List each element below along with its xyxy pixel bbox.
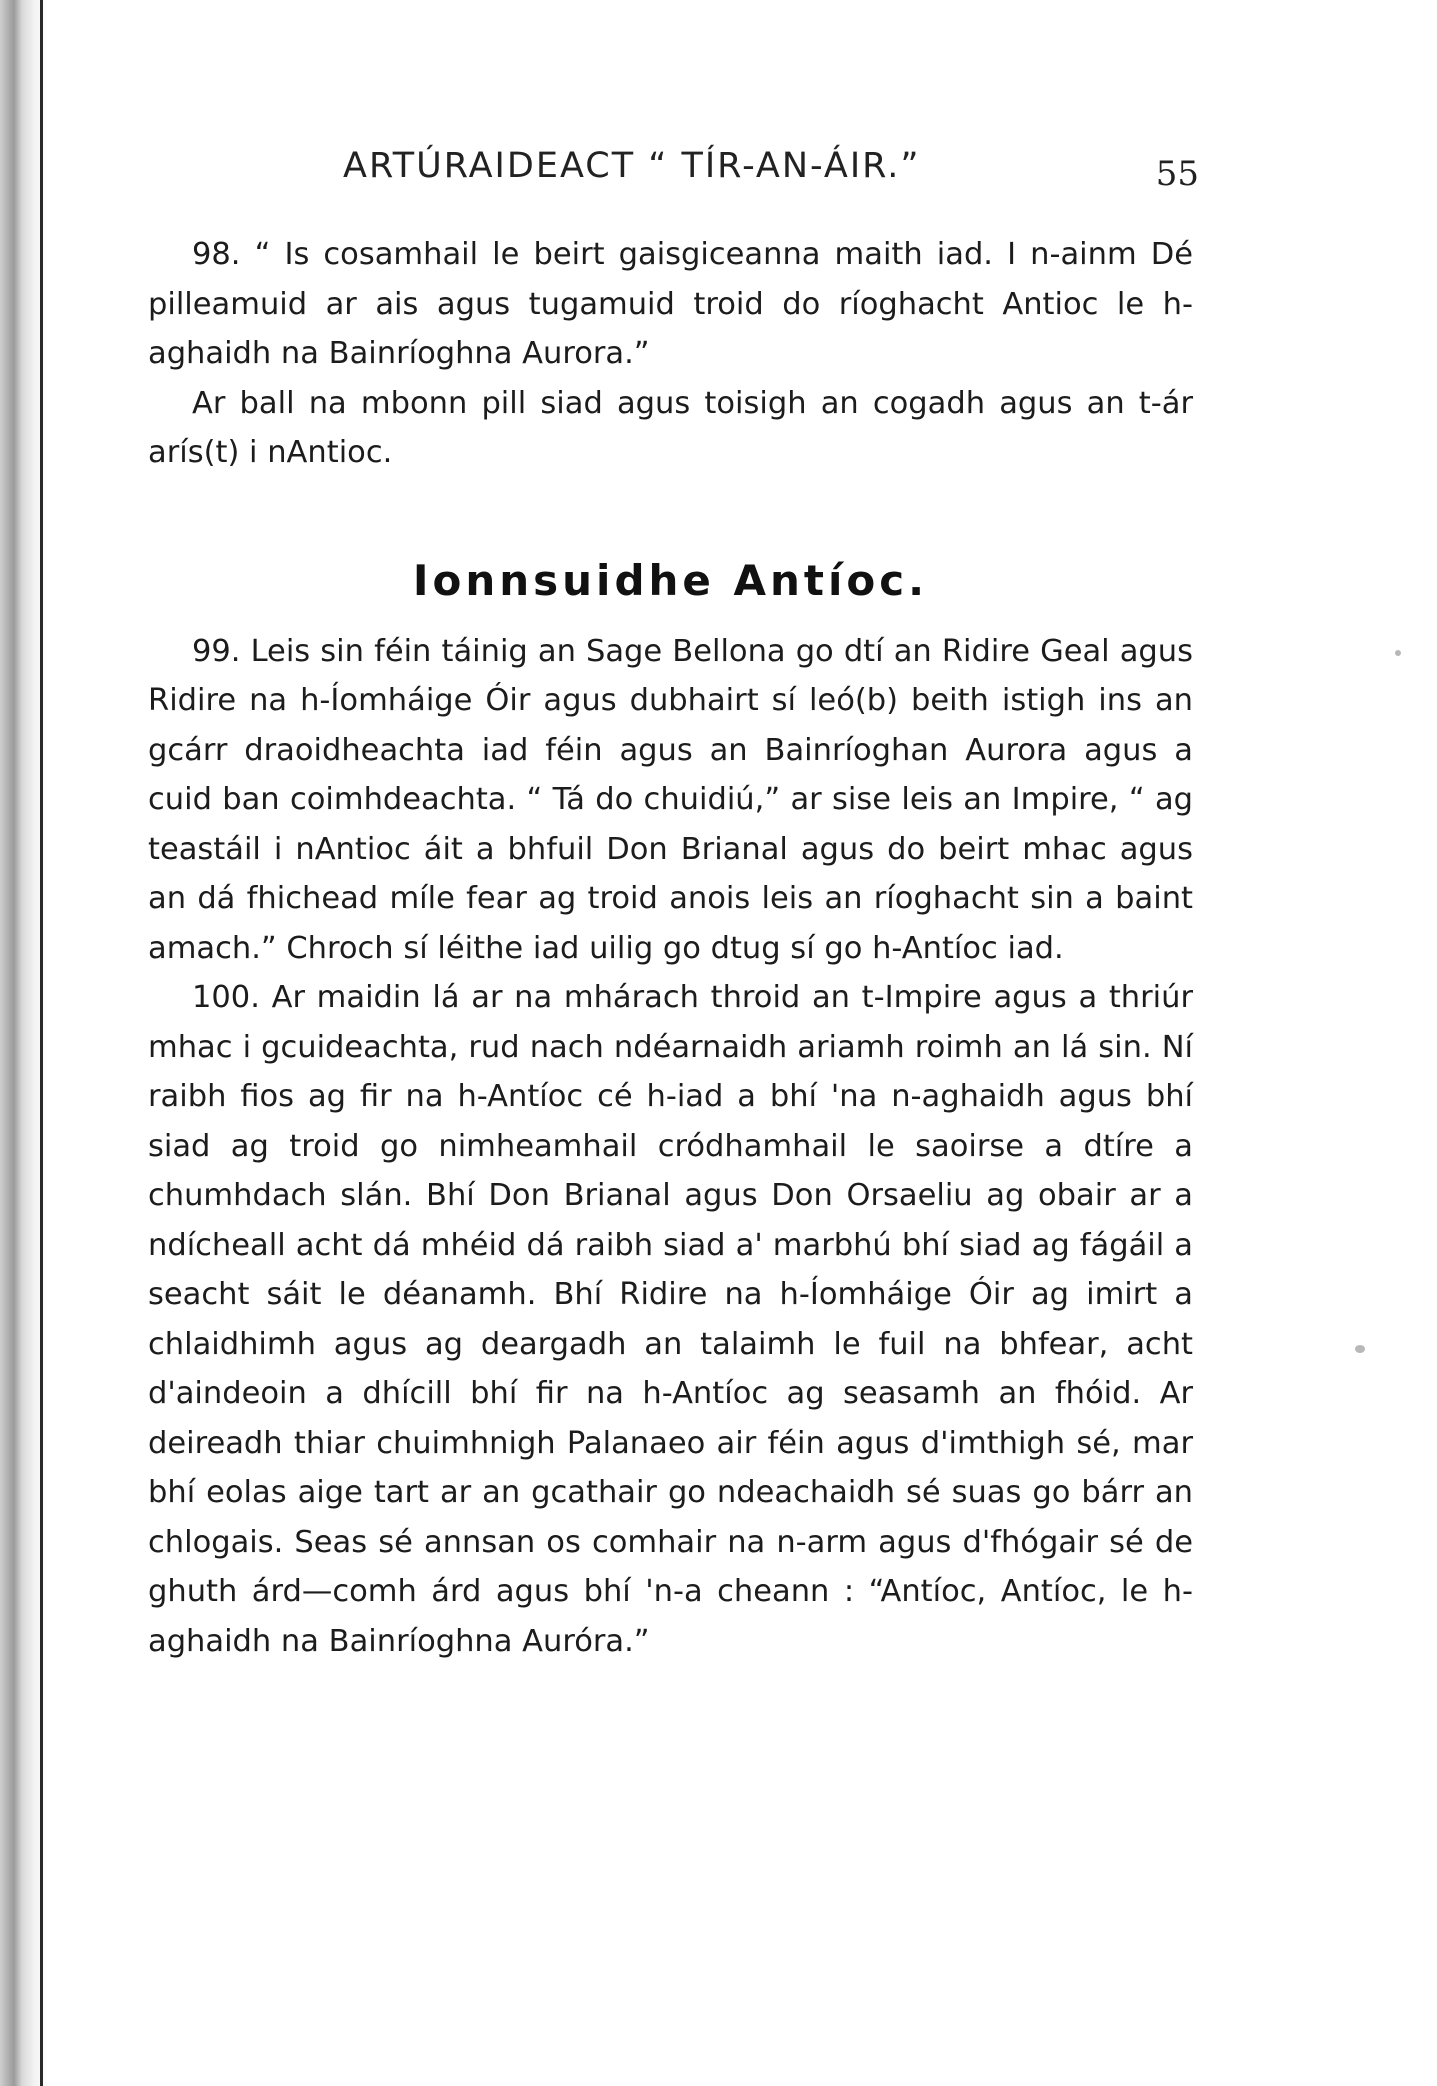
- paragraph-98: 98. “ Is cosamhail le beirt gaisgiceanna maith iad. I n-ainm Dé pilleamuid ar ais agus tugamuid troid do ríoghacht Antioc le h-aghaidh na Bainríoghna Aurora.”: [148, 237, 1193, 371]
- page-number: 55: [1155, 154, 1199, 194]
- section-heading: Ionnsuidhe Antíoc.: [412, 555, 929, 605]
- paragraph-100: 100. Ar maidin lá ar na mhárach throid an t-Impire agus a thriúr mhac i gcuideachta, rud nach ndéarnaidh ariamh roimh an lá sin. Ní raibh fios ag fir na h-Antíoc cé h-iad a bhí 'na n-aghaidh agus bhí siad ag troid go nimheamhail cródhamhail le saoirse a dtíre a chumhdach slán. Bhí Don Brianal agus Don Orsaeliu ag obair ar a ndícheall acht dá mhéid dá raibh siad a' marbhú bhí siad ag fágáil a seacht sáit le déanamh. Bhí Ridire na h-Íomháige Óir ag imirt a chlaidhimh agus ag deargadh an talaimh le fuil na bhfear, acht d'aindeoin a dhícill bhí fir na h-Antíoc ag seasamh an fhóid. Ar deireadh thiar chuimhnigh Palanaeo air féin agus d'imthigh sé, mar bhí eolas aige tart ar an gcathair go ndeachaidh sé suas go bárr an chlogais. Seas sé annsan os comhair na n-arm agus d'fhógair sé de ghuth árd—comh árd agus bhí 'n-a cheann : “Antíoc, Antíoc, le h-aghaidh na Bainríoghna Auróra.”: [148, 980, 1193, 1659]
- scan-speck: [1355, 1345, 1365, 1353]
- paragraph-98-continued: Ar ball na mbonn pill siad agus toisigh an cogadh agus an t-ár arís(t) i nAntioc.: [148, 385, 1193, 470]
- scan-speck: [1395, 650, 1401, 656]
- paragraph-99: 99. Leis sin féin táinig an Sage Bellona go dtí an Ridire Geal agus Ridire na h-Íomháige Óir agus dubhairt sí leó(b) beith istigh ins an gcárr draoidheachta iad féin agus an Bainríoghan Aurora agus a cuid ban coimhdeachta. “ Tá do chuidiú,” ar sise leis an Impire, “ ag teastáil i nAntioc áit a bhfuil Don Brianal agus do beirt mhac agus an dá fhichead míle fear ag troid anois leis an ríoghacht sin a baint amach.” Chroch sí léithe iad uilig go dtug sí go h-Antíoc iad.: [148, 633, 1193, 966]
- running-head: ARTÚRAIDEACT “ TÍR-AN-ÁIR.”: [343, 146, 921, 186]
- page-header: [148, 140, 1199, 200]
- scan-binding-line: [40, 0, 43, 2086]
- book-page: [148, 140, 1199, 1666]
